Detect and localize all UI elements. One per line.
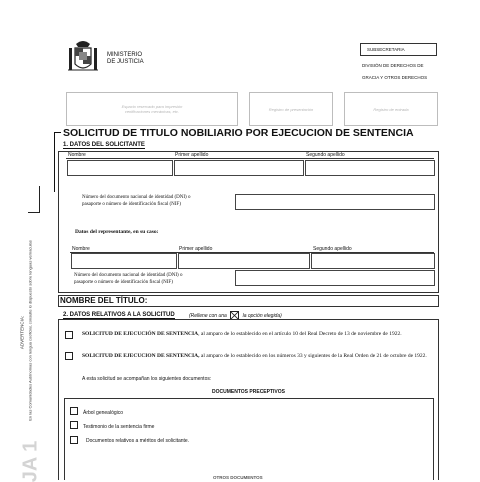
rep-segundo-apellido-input[interactable] — [311, 253, 435, 269]
page-title: SOLICITUD DE TITULO NOBILIARIO POR EJECUCION DE SENTENCIA — [63, 127, 414, 139]
entry-register-box — [344, 92, 438, 126]
doc-testimonio-checkbox[interactable] — [70, 421, 78, 429]
side-warning-text: En las Comunidades Autónomas con lengua cooficial, consulte lo dispuesto sobre lenguas vernaculas — [27, 240, 33, 421]
underline-labels — [66, 158, 434, 159]
applicant-segundo-apellido-input[interactable] — [305, 160, 435, 176]
side-watermark: JA 1 — [19, 440, 42, 482]
applicant-dni-line2: pasaporte o número de identificación fiscal (NIF) — [82, 202, 181, 207]
docs-heading: DOCUMENTOS PRECEPTIVOS — [212, 389, 285, 395]
section2-heading: 2. DATOS RELATIVOS A LA SOLICITUD — [63, 312, 175, 318]
side-bracket-tick — [28, 212, 40, 213]
rep-dni-label — [74, 272, 182, 286]
rep-label-primer-apellido: Primer apellido — [179, 246, 213, 252]
option1-rest: , al amparo de lo establecido en el artículo 10 del Real Decreto de 13 de noviembre de 1922. — [198, 331, 402, 337]
option1-text — [82, 330, 432, 338]
option2-rest: al amparo de lo establecido en los números 33 y siguientes de la Real Orden de 21 de octubre de 1922. — [199, 353, 427, 359]
side-bracket-line — [39, 186, 40, 212]
hint-after: la opción elegida) — [242, 312, 282, 319]
division-line1: DIVISIÓN DE DERECHOS DE — [362, 63, 424, 68]
ministry-name — [107, 52, 144, 66]
documents-intro: A esta solicitud se acompañan los siguientes documentos: — [82, 376, 212, 382]
applicant-dni-line1: Número del documento nacional de identidad (DNI) o — [82, 195, 191, 200]
reserved-line2: certificaciones mecánicas, etc. — [124, 109, 180, 114]
applicant-primer-apellido-input[interactable] — [174, 160, 304, 176]
hint-before: (Rellene con una — [189, 312, 227, 319]
option2-bold: SOLICITUD DE EJECUCION DE SENTENCIA, — [82, 353, 200, 359]
representative-heading: Datos del representante, en su caso: — [75, 229, 159, 235]
doc-meritos-label: Documentos relativos a méritos del solicitante. — [86, 438, 190, 444]
label-nombre: Nombre — [68, 152, 86, 158]
reserved-line1: Espacio reservado para impresión — [121, 104, 183, 109]
ministry-line2: DE JUSTICIA — [107, 59, 144, 65]
doc-testimonio-label: Testimonio de la sentencia firme — [83, 424, 155, 430]
label-primer-apellido: Primer apellido — [175, 152, 209, 158]
option1-checkbox[interactable] — [65, 331, 73, 339]
title-bracket-top — [54, 132, 61, 133]
ministry-crest-logo — [66, 38, 100, 78]
rep-label-segundo-apellido: Segundo apellido — [313, 246, 352, 252]
option2-checkbox[interactable] — [65, 352, 73, 360]
rep-dni-input[interactable] — [235, 270, 435, 286]
division-line2: GRACIA Y OTROS DERECHOS — [362, 75, 428, 80]
rep-nombre-input[interactable] — [71, 253, 177, 269]
applicant-dni-label — [82, 194, 190, 208]
side-warning — [2, 215, 33, 445]
label-segundo-apellido: Segundo apellido — [306, 152, 345, 158]
subsecretaria-label: SUBSECRETARIA — [367, 47, 405, 52]
doc-arbol-label: Árbol genealógico — [83, 410, 124, 416]
option1-bold: SOLICITUD DE EJECUCIÓN DE SENTENCIA — [82, 331, 199, 337]
rep-primer-apellido-input[interactable] — [178, 253, 310, 269]
ministry-line1: MINISTERIO — [107, 52, 143, 58]
title-name-label: NOMBRE DEL TÍTULO: — [60, 296, 148, 305]
doc-arbol-checkbox[interactable] — [70, 407, 78, 415]
applicant-dni-input[interactable] — [235, 194, 435, 210]
rep-label-nombre: Nombre — [72, 246, 90, 252]
applicant-nombre-input[interactable] — [67, 160, 173, 176]
presentation-register-label: Registro de presentación — [268, 106, 314, 112]
rep-dni-line2: pasaporte o número de identificación fiscal (NIF) — [74, 280, 173, 285]
other-docs-heading: OTROS DOCUMENTOS — [213, 475, 263, 480]
section1-heading: 1. DATOS DEL SOLICITANTE — [63, 142, 145, 148]
rep-dni-line1: Número del documento nacional de identidad (DNI) o — [74, 273, 183, 278]
division-text — [362, 60, 427, 84]
side-warning-title: ADVERTENCIA: — [19, 315, 25, 350]
subsecretaria-box — [360, 43, 437, 56]
entry-register-label: Registro de entrada — [373, 106, 409, 112]
doc-meritos-checkbox[interactable] — [70, 436, 78, 444]
reserved-print-box — [66, 92, 238, 126]
option2-text — [82, 352, 432, 360]
title-name-input[interactable] — [150, 297, 435, 305]
title-bracket — [54, 132, 55, 192]
presentation-register-box — [249, 92, 333, 126]
